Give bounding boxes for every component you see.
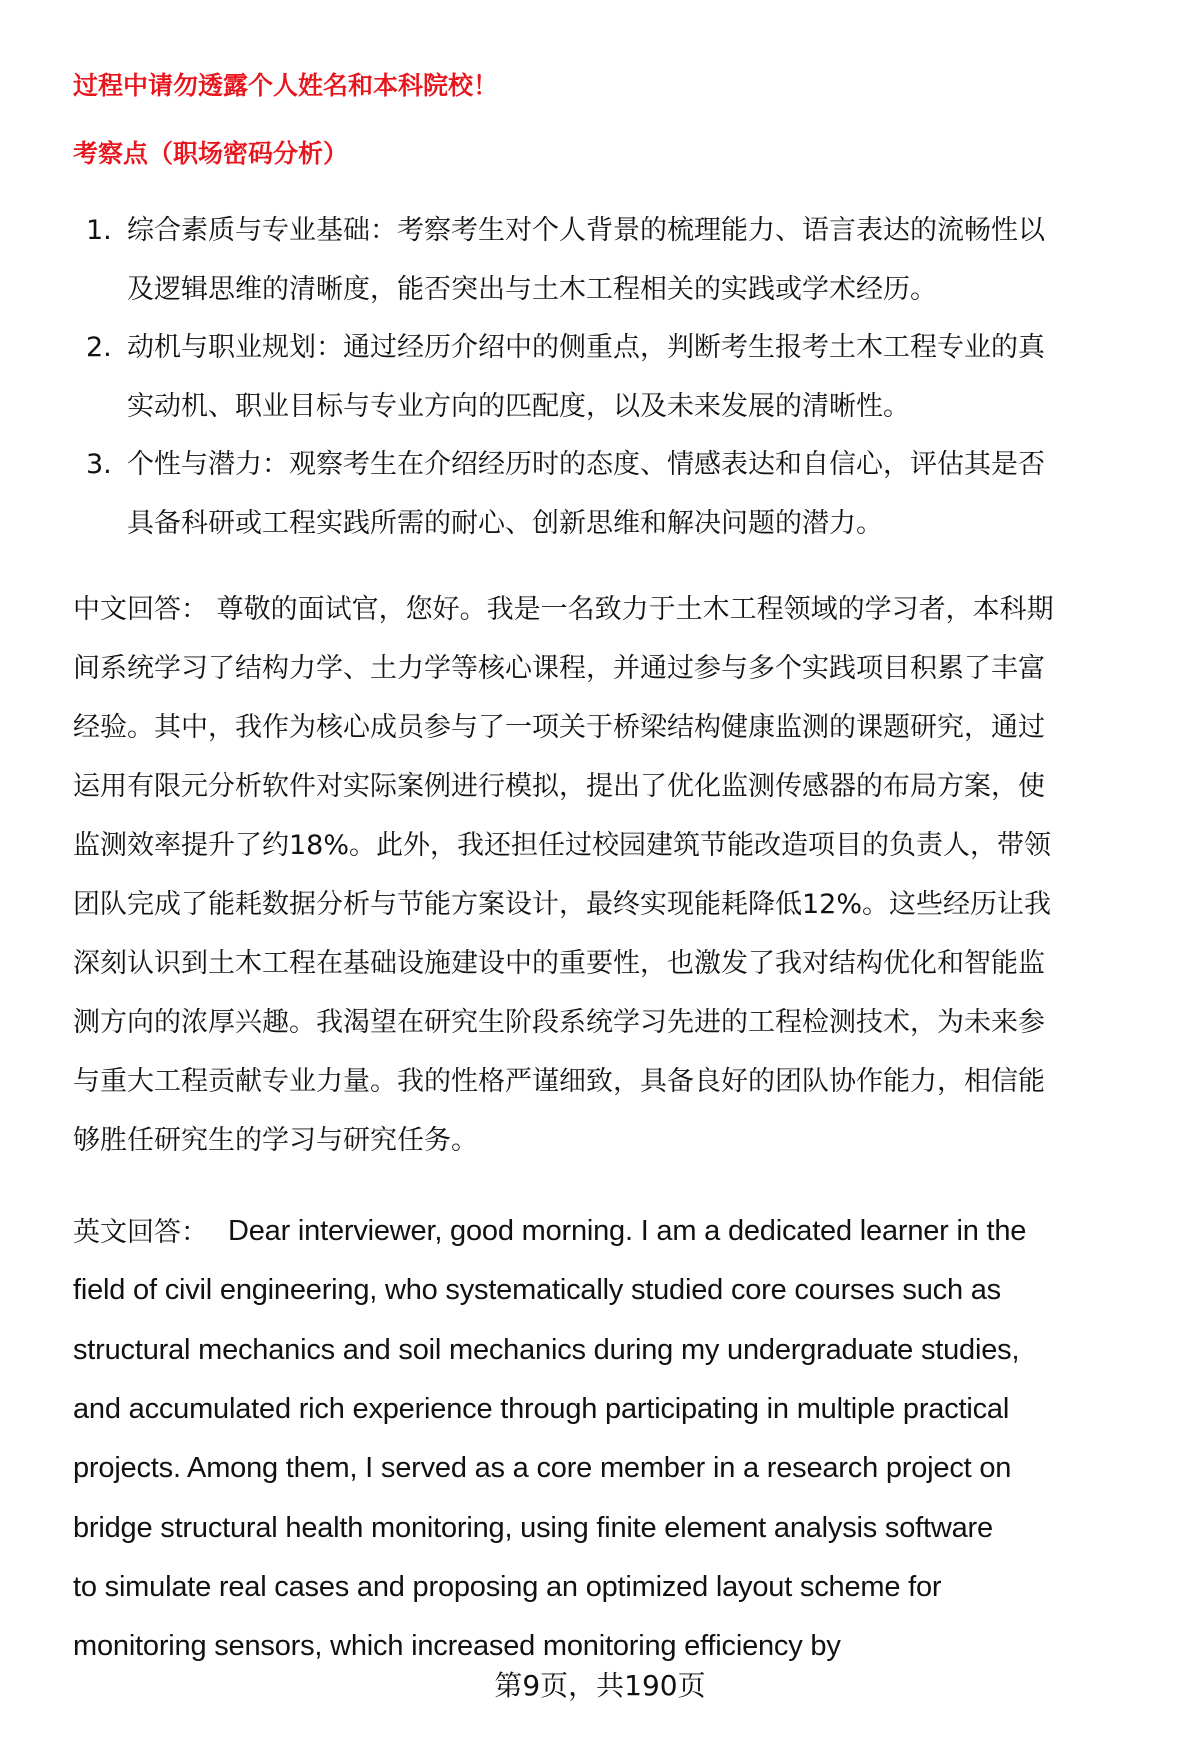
chinese-answer-line: 深刻认识到土木工程在基础设施建设中的重要性，也激发了我对结构优化和智能监 xyxy=(73,948,1045,979)
english-answer-line: projects. Among them, I served as a core member in a research project on xyxy=(73,1452,1012,1485)
chinese-answer-line: 中文回答： 尊敬的面试官，您好。我是一名致力于土木工程领域的学习者，本科期 xyxy=(73,594,1054,625)
english-answer-line: to simulate real cases and proposing an optimized layout scheme for xyxy=(73,1570,942,1603)
chinese-answer-line: 运用有限元分析软件对实际案例进行模拟，提出了优化监测传感器的布局方案，使 xyxy=(73,771,1045,802)
list-item-line: 动机与职业规划：通过经历介绍中的侧重点，判断考生报考土木工程专业的真 xyxy=(127,332,1045,363)
english-answer-label: 英文回答： xyxy=(73,1217,208,1248)
section-heading: 考察点（职场密码分析） xyxy=(73,139,349,168)
chinese-answer-line: 团队完成了能耗数据分析与节能方案设计，最终实现能耗降低12%。这些经历让我 xyxy=(73,889,1052,920)
privacy-warning: 过程中请勿透露个人姓名和本科院校！ xyxy=(73,71,499,100)
list-number: 3. xyxy=(86,449,112,480)
english-answer-line: field of civil engineering, who systematically studied core courses such as xyxy=(73,1274,1001,1307)
english-answer-line: bridge structural health monitoring, using finite element analysis software xyxy=(73,1511,993,1544)
english-answer-line: monitoring sensors, which increased monitoring efficiency by xyxy=(73,1630,841,1663)
page-number: 第9页，共190页 xyxy=(494,1669,706,1702)
list-item-line: 实动机、职业目标与专业方向的匹配度，以及未来发展的清晰性。 xyxy=(127,390,910,422)
chinese-answer-line: 够胜任研究生的学习与研究任务。 xyxy=(73,1125,478,1156)
english-answer-line: structural mechanics and soil mechanics during my undergraduate studies, xyxy=(73,1333,1020,1366)
list-item-line: 具备科研或工程实践所需的耐心、创新思维和解决问题的潜力。 xyxy=(127,507,883,539)
list-number: 2. xyxy=(86,332,112,363)
chinese-answer-line: 与重大工程贡献专业力量。我的性格严谨细致，具备良好的团队协作能力，相信能 xyxy=(73,1066,1045,1097)
list-item-line: 及逻辑思维的清晰度，能否突出与土木工程相关的实践或学术经历。 xyxy=(127,273,937,305)
list-item-line: 综合素质与专业基础：考察考生对个人背景的梳理能力、语言表达的流畅性以 xyxy=(127,215,1045,246)
english-answer-line: Dear interviewer, good morning. I am a dedicated learner in the xyxy=(228,1215,1027,1247)
chinese-answer-line: 间系统学习了结构力学、土力学等核心课程，并通过参与多个实践项目积累了丰富 xyxy=(73,653,1045,684)
chinese-answer-line: 测方向的浓厚兴趣。我渴望在研究生阶段系统学习先进的工程检测技术，为未来参 xyxy=(73,1007,1045,1038)
list-number: 1. xyxy=(86,215,112,246)
chinese-answer-line: 监测效率提升了约18%。此外，我还担任过校园建筑节能改造项目的负责人，带领 xyxy=(73,830,1052,861)
list-item-line: 个性与潜力：观察考生在介绍经历时的态度、情感表达和自信心，评估其是否 xyxy=(127,449,1045,480)
chinese-answer-line: 经验。其中，我作为核心成员参与了一项关于桥梁结构健康监测的课题研究，通过 xyxy=(73,712,1045,743)
english-answer-line: and accumulated rich experience through participating in multiple practical xyxy=(73,1392,1010,1425)
